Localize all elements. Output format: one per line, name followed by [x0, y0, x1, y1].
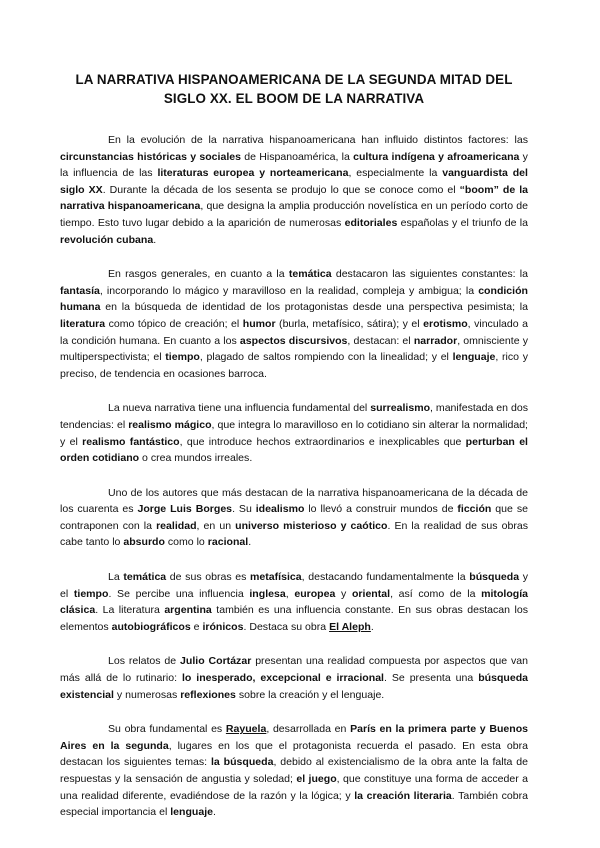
text-run: .	[213, 806, 216, 819]
text-run: .	[153, 233, 157, 246]
bold-term: racional	[207, 536, 249, 549]
bold-term: realismo mágico	[128, 418, 212, 431]
bold-term: búsqueda	[469, 571, 520, 584]
text-run: Su obra fundamental es	[108, 723, 226, 736]
bold-term: cultura indígena y afroamericana	[353, 150, 520, 163]
text-run: de Hispanoamérica, la	[240, 150, 354, 163]
bold-term: aspectos discursivos	[239, 334, 348, 347]
paragraph	[60, 721, 528, 821]
text-run: , especialmente la	[348, 167, 443, 180]
bold-term: circunstancias históricas y sociales	[60, 150, 241, 163]
bold-term: realismo fantástico	[82, 435, 180, 448]
text-run: La nueva narrativa tiene una influencia fundamental del	[108, 402, 371, 415]
bold-term: literaturas europea y norteamericana	[157, 167, 349, 180]
bold-term: editoriales	[344, 216, 398, 229]
bold-term: absurdo	[123, 536, 165, 549]
bold-term: la búsqueda	[210, 756, 274, 769]
text-run: , destacando fundamentalmente la	[301, 571, 470, 584]
bold-term: erotismo	[423, 317, 468, 330]
text-run: . Se presenta una	[384, 672, 479, 685]
text-run: , desarrollada en	[266, 723, 351, 736]
text-run: , en un	[196, 519, 236, 532]
text-run: La	[108, 571, 124, 584]
text-run: .	[248, 536, 252, 549]
text-run: En rasgos generales, en cuanto a la	[108, 268, 289, 281]
bold-term: argentina	[164, 604, 212, 617]
bold-term: tiempo	[73, 587, 109, 600]
bold-term: oriental	[351, 587, 391, 600]
text-run: . Destaca su obra	[243, 620, 330, 633]
bold-term: autobiográficos	[111, 620, 191, 633]
bold-term: vanguardista del siglo XX	[60, 167, 528, 196]
bold-term: irónicos	[202, 620, 244, 633]
bold-term: Jorge Luis Borges	[137, 503, 233, 516]
text-run: Uno de los autores que más destacan de la narrativa hispanoamericana de la década de los cuarenta es	[60, 486, 528, 516]
text-run: sobre la creación y el lenguaje.	[235, 688, 385, 701]
bold-term: temática	[288, 268, 332, 281]
document-page	[60, 70, 528, 839]
text-run: . Su	[232, 503, 256, 516]
paragraph	[60, 266, 528, 382]
bold-term: lo inesperado, excepcional e irracional	[181, 672, 384, 685]
text-run: Los relatos de	[108, 655, 181, 668]
bold-term: realidad	[156, 519, 197, 532]
text-run: , que designa la amplia producción novelística en un período corto de tiempo. Esto tuvo lugar debido a la aparición de numerosas	[60, 200, 528, 229]
paragraph	[60, 132, 528, 248]
text-run: , omnisciente y multiperspectivista; el	[60, 334, 529, 364]
text-run: , que constituye una forma de acceder a una realidad diferente, evadiéndose de la razón y la lógica; y	[60, 773, 529, 802]
bold-term: el juego	[296, 773, 337, 785]
text-run: . Se percibe una influencia	[108, 587, 250, 600]
text-run: presentan una realidad compuesta por aspectos que van más allá de lo rutinario:	[60, 655, 529, 685]
bold-term: idealismo	[255, 503, 305, 516]
text-run: españolas y el triunfo de la	[397, 216, 528, 229]
text-run: . También cobra especial importancia el	[60, 789, 528, 819]
text-run: en la búsqueda de identidad de los protagonistas desde una perspectiva pesimista; la	[100, 301, 528, 314]
text-run: . Durante la década de los sesenta se produjo lo que se conoce como el	[102, 183, 460, 196]
text-run: y la influencia de las	[60, 150, 528, 180]
text-run: como lo	[164, 536, 208, 549]
text-run: o crea mundos irreales.	[139, 452, 253, 465]
text-run: , debido al existencialismo de la obra ante la falta de respuestas y la sensación de angustia y soledad;	[60, 756, 528, 785]
bold-term: mitología clásica	[60, 587, 528, 617]
bold-term: surrealismo	[370, 402, 431, 415]
bold-term: lenguaje	[452, 351, 496, 364]
bold-term: europea	[294, 587, 336, 600]
paragraph	[60, 485, 528, 551]
bold-term: metafísica	[250, 571, 302, 584]
text-run: ,	[285, 587, 295, 600]
text-run: destacaron las siguientes constantes: la	[331, 268, 528, 281]
text-run: , plagado de saltos rompiendo con la linealidad; y el	[199, 351, 453, 364]
bold-term: universo misterioso y caótico	[235, 519, 388, 532]
bold-term: la creación literaria	[354, 789, 452, 802]
text-run: y	[335, 587, 352, 600]
bold-term: ficción	[457, 503, 492, 516]
text-run: En la evolución de la narrativa hispanoamericana han influido distintos factores: las	[108, 134, 528, 146]
paragraph	[60, 400, 528, 466]
text-run: , que introduce hechos extraordinarios e inexplicables que	[179, 435, 466, 448]
text-run: que se contraponen con la	[60, 503, 528, 532]
text-run: , rico y preciso, de tendencia en ocasiones barroca.	[60, 351, 528, 380]
text-run: e	[190, 620, 203, 633]
text-run: , lugares en los que el protagonista recuerda el pasado. En esta obra destacan los siguientes temas:	[60, 739, 528, 769]
text-run: y el	[60, 571, 528, 600]
document-title: LA NARRATIVA HISPANOAMERICANA DE LA SEGUNDA MITAD DEL SIGLO XX. EL BOOM DE LA NARRATIVA	[75, 72, 513, 106]
text-run: (burla, metafísico, sátira); y el	[275, 317, 424, 330]
text-run: , manifestada en dos tendencias: el	[60, 402, 528, 431]
bold-term: búsqueda existencial	[60, 672, 529, 701]
bold-term: narrador	[413, 334, 458, 347]
text-run: , destacan: el	[347, 334, 414, 347]
text-run: y numerosas	[113, 688, 181, 701]
text-run: , así como de la	[390, 587, 482, 600]
bold-term: condición humana	[60, 284, 528, 314]
text-run: , incorporando lo mágico y maravilloso en la realidad, compleja y ambigua; la	[99, 284, 479, 297]
text-run: .	[370, 620, 374, 633]
document-body	[60, 132, 528, 821]
bold-term: “boom” de la narrativa hispanoamericana	[60, 183, 528, 213]
text-run: , vinculado a la condición humana. En cuanto a los	[60, 317, 528, 347]
text-run: , que integra lo maravilloso en lo cotidiano sin alterar la normalidad; y el	[60, 418, 528, 448]
work-title: Rayuela	[225, 723, 267, 736]
bold-term: revolución cubana	[60, 233, 154, 246]
text-run: lo llevó a construir mundos de	[304, 503, 458, 516]
bold-term: humor	[242, 317, 276, 330]
bold-term: Julio Cortázar	[180, 655, 252, 668]
paragraph	[60, 569, 528, 635]
bold-term: lenguaje	[170, 806, 214, 819]
bold-term: fantasía	[60, 284, 100, 297]
text-run: de sus obras es	[166, 571, 251, 584]
bold-term: inglesa	[249, 587, 286, 600]
text-run: . La literatura	[95, 604, 165, 617]
bold-term: reflexiones	[180, 688, 236, 701]
bold-term: París en la primera parte y Buenos Aires en la segunda	[60, 723, 529, 752]
bold-term: literatura	[60, 317, 106, 330]
text-run: como tópico de creación; el	[105, 317, 243, 330]
text-run: también es una influencia constante. En sus obras destacan los elementos	[60, 604, 528, 633]
bold-term: temática	[123, 571, 167, 584]
bold-term: perturban el orden cotidiano	[60, 435, 528, 465]
bold-term: tiempo	[165, 351, 200, 364]
text-run: . En la realidad de sus obras cabe tanto lo	[60, 519, 528, 549]
work-title: El Aleph	[329, 620, 371, 633]
paragraph	[60, 653, 528, 703]
